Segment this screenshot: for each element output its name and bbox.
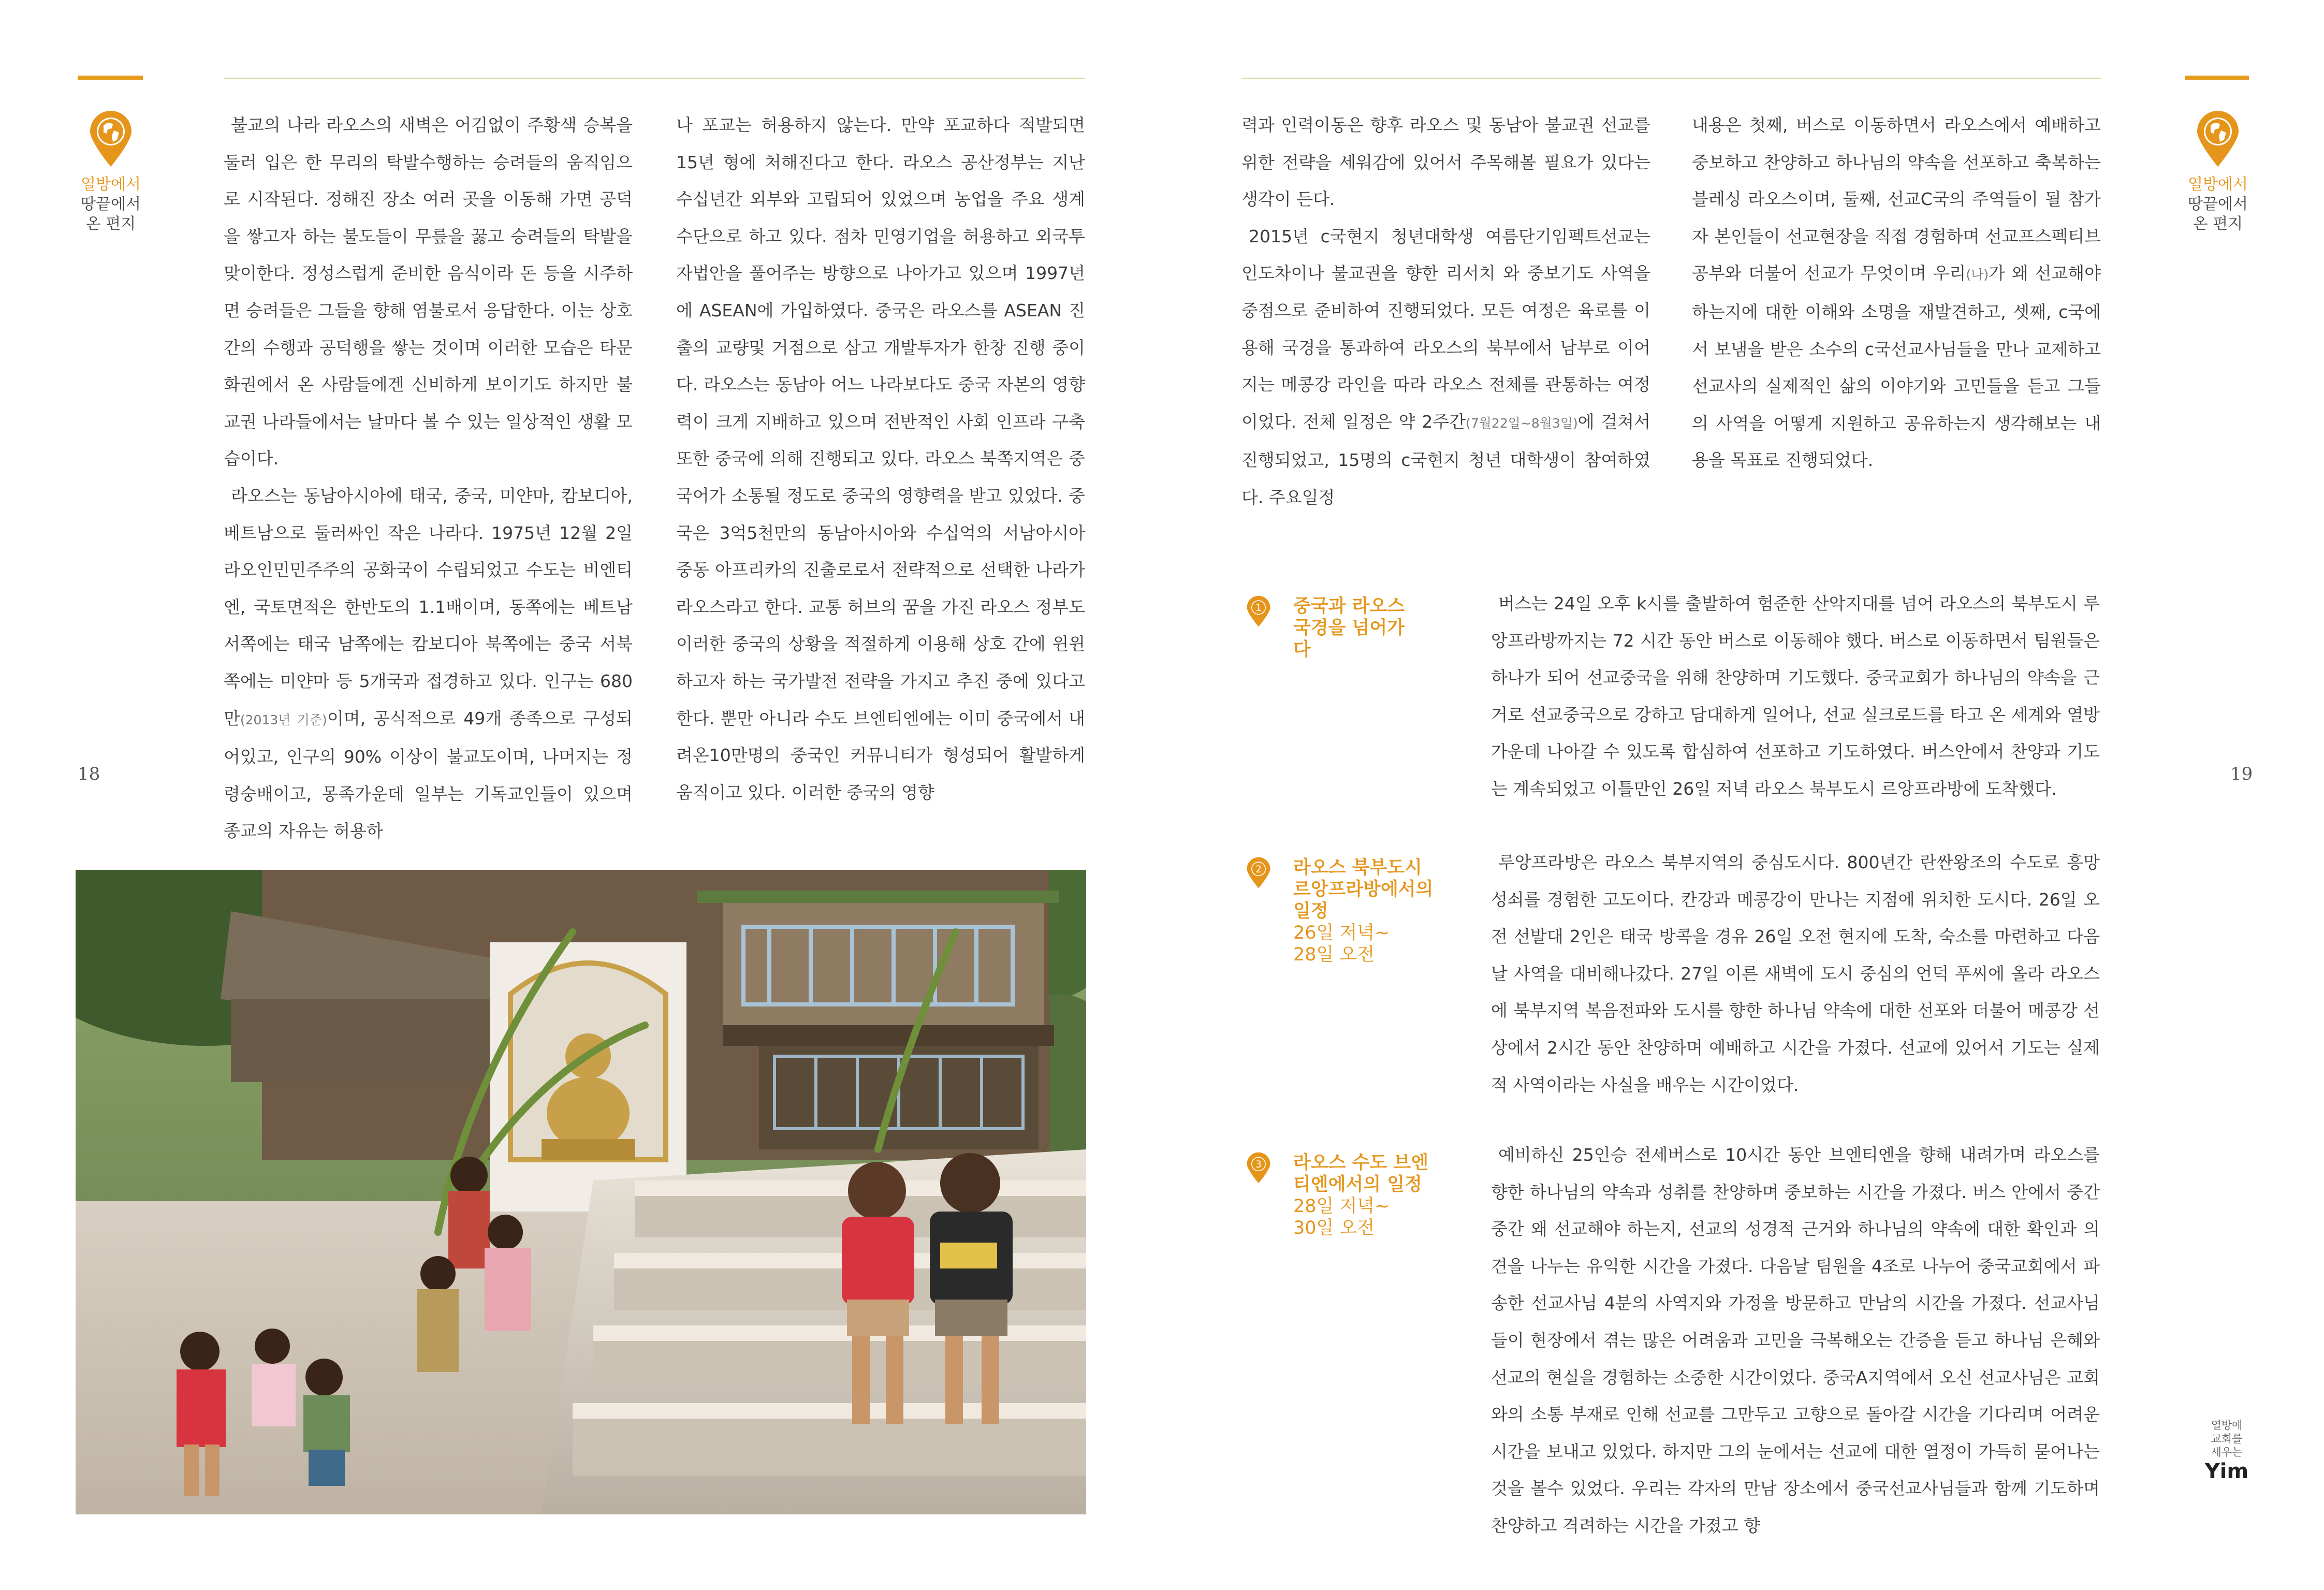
paragraph	[1692, 107, 2101, 479]
text-run: 가 왜 선교해야 하는지에 대한 이해와 소명을 재발견하고, 셋째, c국에서 보냄을 받은 소수의 c국선교사님들을 만나 교제하고 선교사의 실제적인 삶의 이야기와 고민들을 듣고 그들의 사역을 어떻게 지원하고 공유하는지 생각해보는 내용을 목표로 진행되었다.	[1692, 263, 2101, 471]
tag-highlight: 열방에서	[81, 176, 141, 194]
section-tag-left	[59, 175, 163, 234]
text-run: 에 걸쳐서 진행되었고, 15명의 c국현지 청년 대학생이 참여하였다. 주요일정	[1241, 411, 1650, 507]
section-3-number-icon	[1243, 1152, 1275, 1184]
right-accent-bar	[2185, 76, 2249, 80]
title-text: 라오스 북부도시 르앙프라방에서의 일정	[1293, 857, 1434, 922]
svg-text:1: 1	[1255, 603, 1262, 614]
tag-line3: 온 편지	[85, 215, 136, 233]
svg-text:3: 3	[1255, 1159, 1262, 1171]
photo-children-at-temple	[76, 870, 1086, 1514]
section-2-number-icon	[1243, 857, 1275, 889]
left-col2-text	[676, 107, 1085, 803]
paragraph: 불교의 나라 라오스의 새벽은 어김없이 주황색 승복을 둘러 입은 한 무리의 탁발수행하는 승려들의 움직임으로 시작된다. 정해진 장소 여러 곳을 이동해 가면 공덕을 쌓고자 하는 불도들이 무릎을 꿇고 승려들의 탁발을 맞이한다. 정성스럽게 준비한 음식이라 돈 등을 시주하면 승려들은 그들을 향해 염불로서 응답한다. 이는 상호 간의 수행과 공덕행을 쌓는 것이며 이러한 모습은 타문화권에서 온 사람들에겐 신비하게 보이기도 하지만 불교권 나라들에서는 날마다 볼 수 있는 일상적인 생활 모습이다.	[224, 115, 633, 469]
section-2-text	[1491, 844, 2100, 1103]
text-run: 이며, 공식적으로 49개 종족으로 구성되어있고, 인구의 90% 이상이 불교도이며, 나머지는 정령숭배이고, 몽족가운데 일부는 기독교인들이 있으며 종교의 자유는 허용하	[224, 708, 633, 841]
left-accent-bar	[78, 76, 143, 80]
left-col1-text	[224, 107, 633, 841]
paragraph: 예비하신 25인승 전세버스로 10시간 동안 브엔티엔을 향해 내려가며 라오스를 향한 하나님의 약속과 성취를 찬양하며 중보하는 시간을 가졌다. 버스 안에서 중간중간 왜 선교해야 하는지, 선교의 성경적 근거와 하나님의 약속에 대한 확인과 의견을 나누는 유익한 시간을 가졌다. 다음날 팀원을 4조로 나누어 중국교회에서 파송한 선교사님 4분의 사역지와 가정을 방문하고 만남의 시간을 가졌다. 선교사님들이 현장에서 겪는 많은 어려움과 고민을 극복해오는 간증을 듣고 하나님 은혜와 선교의 현실을 경험하는 소중한 시간이었다. 중국A지역에서 오신 선교사님은 교회와의 소통 부재로 인해 선교를 그만두고 고향으로 돌아갈 시간을 기다리며 어려운 시간을 보내고 있었다. 하지만 그의 눈에서는 선교에 대한 열정이 가득히 묻어나는 것을 볼수 있었다. 우리는 각자의 만남 장소에서 중국선교사님들과 함께 기도하며 찬양하고 격려하는 시간을 가졌고 향	[1491, 1145, 2100, 1536]
paragraph: 나 포교는 허용하지 않는다. 만약 포교하다 적발되면 15년 형에 처해진다고 한다. 라오스 공산정부는 지난 수십년간 외부와 고립되어 있었으며 농업을 주요 생계수단으로 하고 있다. 점차 민영기업을 허용하고 외국투자법안을 풀어주는 방향으로 나아가고 있으며 1997년에 ASEAN에 가입하였다. 중국은 라오스를 ASEAN 진출의 교량및 거점으로 삼고 개발투자가 한창 진행 중이다. 라오스는 동남아 어느 나라보다도 중국 자본의 영향력이 크게 지배하고 있으며 전반적인 사회 인프라 구축 또한 중국에 의해 진행되고 있다. 라오스 북쪽지역은 중국어가 소통될 정도로 중국의 영향력을 받고 있었다. 중국은 3억5천만의 동남아시아와 수십억의 서남아시아 중동 아프리카의 진출로로서 전략적으로 선택한 나라가 라오스라고 한다. 교통 허브의 꿈을 가진 라오스 정부도 이러한 중국의 상황을 적절하게 이용해 상호 간에 윈윈하고자 하는 국가발전 전략을 가지고 추진 중에 있다고 한다. 뿐만 아니라 수도 브엔티엔에는 이미 중국에서 내려온10만명의 중국인 커뮤니티가 형성되어 활발하게 움직이고 있다. 이러한 중국의 영향	[676, 115, 1085, 803]
section-1-number-icon	[1243, 595, 1275, 628]
right-top-rule	[1241, 78, 2101, 79]
page-number-left: 18	[78, 764, 100, 784]
date-range: 28일 저녁~ 30일 오전	[1293, 1196, 1390, 1238]
note: (나)	[1966, 267, 1989, 283]
paragraph	[1241, 218, 1650, 516]
section-tag-right	[2166, 175, 2270, 234]
logo-line2: 교회를	[2211, 1433, 2243, 1445]
publication-logo	[2198, 1419, 2255, 1484]
page-number-right: 19	[2230, 764, 2253, 784]
note: (7월22일~8월3일)	[1466, 415, 1578, 431]
tag-line2: 땅끝에서	[2188, 195, 2248, 213]
location-pin-icon	[2195, 110, 2241, 168]
note: (2013년 기준)	[240, 712, 327, 727]
title-text: 중국과 라오스 국경을 넘어가다	[1293, 596, 1405, 660]
logo-mark: Yim	[2204, 1460, 2249, 1483]
tag-line3: 온 편지	[2193, 215, 2243, 233]
photo-illustration	[76, 870, 1086, 1514]
paragraph: 버스는 24일 오후 k시를 출발하여 험준한 산악지대를 넘어 라오스의 북부도시 루앙프라방까지는 72 시간 동안 버스로 이동해야 했다. 버스로 이동하면서 팀원들은 하나가 되어 선교중국을 위해 찬양하며 기도했다. 중국교회가 하나님의 약속을 근거로 선교중국으로 강하고 담대하게 일어나, 선교 실크로드를 타고 온 세계와 열방가운데 나아갈 수 있도록 합심하여 선포하고 기도하였다. 버스안에서 찬양과 기도는 계속되었고 이틀만인 26일 저녁 라오스 북부도시 르앙프라방에 도착했다.	[1491, 593, 2100, 799]
right-col2-text	[1692, 107, 2101, 479]
paragraph: 루앙프라방은 라오스 북부지역의 중심도시다. 800년간 란싼왕조의 수도로 흥망성쇠를 경험한 고도이다. 칸강과 메콩강이 만나는 지점에 위치한 도시다. 26일 오전 선발대 2인은 태국 방콕을 경유 26일 오전 현지에 도착, 숙소를 마련하고 다음날 사역을 대비해나갔다. 27일 이른 새벽에 도시 중심의 언덕 푸씨에 올라 라오스에 북부지역 복음전파와 도시를 향한 하나님 약속에 대한 선포와 더불어 메콩강 선상에서 2시간 동안 찬양하며 예배하고 시간을 가졌다. 선교에 있어서 기도는 실제적 사역이라는 사실을 배우는 시간이었다.	[1491, 852, 2100, 1095]
tag-highlight: 열방에서	[2188, 176, 2248, 194]
text-run: 내용은 첫째, 버스로 이동하면서 라오스에서 예배하고 중보하고 찬양하고 하나님의 약속을 선포하고 축복하는 블레싱 라오스이며, 둘째, 선교C국의 주역들이 될 참가자 본인들이 선교현장을 직접 경험하며 선교프스펙티브 공부와 더불어 선교가 무엇이며 우리	[1692, 115, 2101, 284]
logo-line3: 세우는	[2211, 1446, 2243, 1458]
text-run: 라오스는 동남아시아에 태국, 중국, 미얀마, 캄보디아, 베트남으로 둘러싸인 작은 나라다. 1975년 12월 2일 라오인민민주주의 공화국이 수립되었고 수도는 비엔티엔, 국토면적은 한반도의 1.1배이며, 동쪽에는 베트남 서쪽에는 태국 남쪽에는 캄보디아 북쪽에는 중국 서북쪽에는 미얀마 등 5개국과 접경하고 있다. 인구는 680만	[224, 485, 633, 728]
section-1-title	[1293, 595, 1412, 661]
paragraph: 력과 인력이동은 향후 라오스 및 동남아 불교권 선교를 위한 전략을 세워감에 있어서 주목해볼 필요가 있다는 생각이 든다.	[1241, 115, 1650, 210]
right-col1-text	[1241, 107, 1650, 507]
title-text: 라오스 수도 브엔티엔에서의 일정	[1293, 1153, 1429, 1195]
section-3-text	[1491, 1136, 2100, 1544]
section-2-title	[1293, 857, 1443, 966]
paragraph	[224, 477, 633, 850]
date-range: 26일 저녁~ 28일 오전	[1293, 923, 1390, 965]
left-top-rule	[224, 78, 1085, 79]
tag-line2: 땅끝에서	[81, 195, 141, 213]
section-1-text	[1491, 585, 2100, 808]
logo-line1: 열방에	[2211, 1419, 2243, 1432]
svg-text:2: 2	[1255, 864, 1262, 876]
section-3-title	[1293, 1152, 1433, 1239]
location-pin-icon	[88, 110, 134, 168]
text-run: 2015년 c국현지 청년대학생 여름단기임펙트선교는 인도차이나 불교권을 향한 리서치 와 중보기도 사역을 중점으로 준비하여 진행되었다. 모든 여정은 육로를 이용해 국경을 통과하여 라오스의 북부에서 남부로 이어지는 메콩강 라인을 따라 라오스 전체를 관통하는 여정이었다. 전체 일정은 약 2주간	[1241, 226, 1650, 432]
